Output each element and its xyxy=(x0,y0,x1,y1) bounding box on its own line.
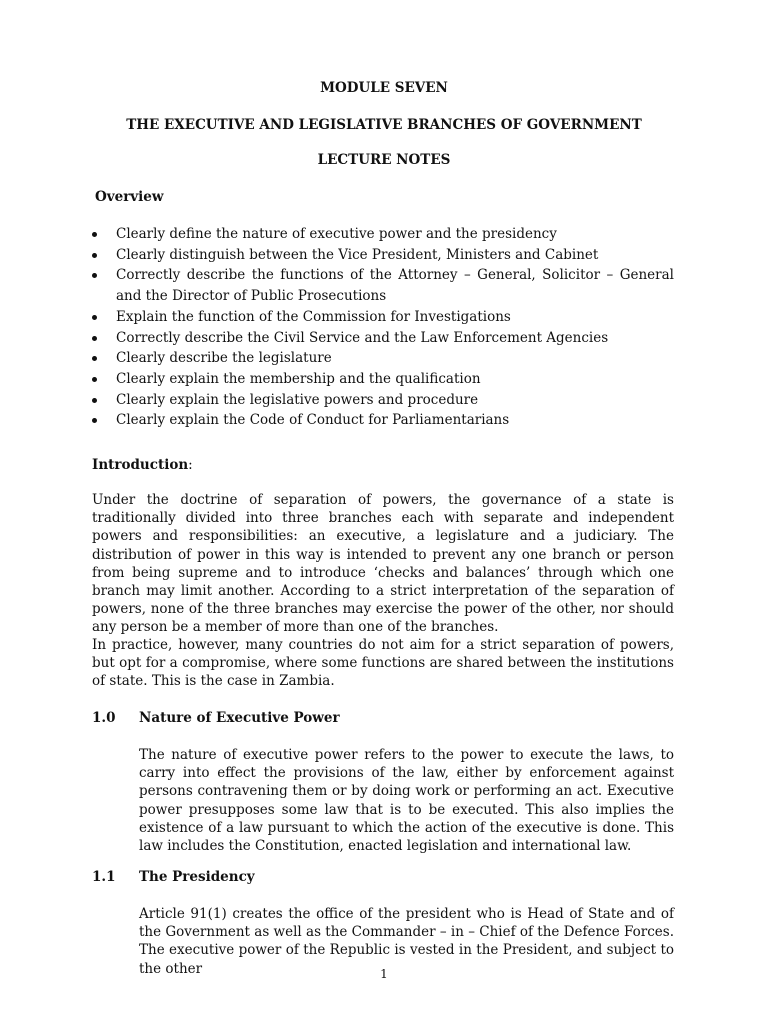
overview-heading: Overview xyxy=(95,189,164,205)
bullet-icon xyxy=(92,273,97,278)
bullet-icon xyxy=(92,232,97,237)
list-item-text: Explain the function of the Commission for Investigations xyxy=(116,308,511,325)
section-number: 1.1 xyxy=(92,869,116,885)
page-number: 1 xyxy=(380,967,388,981)
list-item xyxy=(92,328,674,349)
section-title: Nature of Executive Power xyxy=(139,710,340,726)
list-item-text: Clearly explain the membership and the qualification xyxy=(116,370,481,387)
section-paragraph-1-1: Article 91(1) creates the office of the president who is Head of State and of the Government as well as the Commander – in – Chief of the Defence Forces. The executive power of the Republic is vested in the President, and subject to the other xyxy=(139,906,674,977)
list-item xyxy=(92,390,674,411)
list-item xyxy=(92,348,674,369)
list-item xyxy=(92,410,674,431)
section-heading-1-0 xyxy=(92,710,492,726)
introduction-heading xyxy=(92,457,193,473)
list-item xyxy=(92,307,674,328)
list-item xyxy=(92,265,674,306)
bullet-icon xyxy=(92,336,97,341)
list-item-text: Clearly distinguish between the Vice President, Ministers and Cabinet xyxy=(116,246,599,263)
section-heading-1-1 xyxy=(92,869,492,885)
introduction-paragraph-2: In practice, however, many countries do not aim for a strict separation of powers, but opt for a compromise, where some functions are shared between the institutions of state. This is the case in Zambia. xyxy=(92,637,674,690)
list-item-text: Clearly explain the Code of Conduct for Parliamentarians xyxy=(116,412,510,429)
module-title: MODULE SEVEN xyxy=(320,80,448,96)
list-item-text: Clearly define the nature of executive power and the presidency xyxy=(116,226,557,242)
bullet-icon xyxy=(92,398,97,403)
bullet-icon xyxy=(92,315,97,320)
list-item-text: Clearly explain the legislative powers and procedure xyxy=(116,391,479,408)
list-item-text: Correctly describe the functions of the Attorney – General, Solicitor – General and the Director of Public Prosecutions xyxy=(116,267,674,305)
list-item-text: Correctly describe the Civil Service and the Law Enforcement Agencies xyxy=(116,329,609,346)
introduction-paragraph-1: Under the doctrine of separation of powers, the governance of a state is traditionally divided into three branches each with separate and independent powers and responsibilities: an executive, a legislature and a judiciary. The distribution of power in this way is intended to prevent any one branch or person from being supreme and to introduce ‘checks and balances’ through which one branch may limit another. According to a strict interpretation of the separation of powers, none of the three branches may exercise the power of the other, nor should any person be a member of more than one of the branches. xyxy=(92,492,674,636)
bullet-icon xyxy=(92,377,97,382)
bullet-icon xyxy=(92,253,97,258)
introduction-heading-text: Introduction xyxy=(92,457,189,473)
overview-list xyxy=(92,224,674,431)
list-item xyxy=(92,224,674,245)
list-item xyxy=(92,245,674,266)
subject-title: THE EXECUTIVE AND LEGISLATIVE BRANCHES OF GOVERNMENT xyxy=(126,117,642,133)
section-title: The Presidency xyxy=(139,869,255,885)
introduction-heading-colon: : xyxy=(188,457,193,473)
section-number: 1.0 xyxy=(92,710,116,726)
section-paragraph-1-0: The nature of executive power refers to the power to execute the laws, to carry into effect the provisions of the law, either by enforcement against persons contravening them or by doing work or performing an act. Executive power presupposes some law that is to be executed. This also implies the existence of a law pursuant to which the action of the executive is done. This law includes the Constitution, enacted legislation and international law. xyxy=(139,747,674,855)
list-item xyxy=(92,369,674,390)
list-item-text: Clearly describe the legislature xyxy=(116,350,332,367)
lecture-notes-title: LECTURE NOTES xyxy=(317,152,451,168)
bullet-icon xyxy=(92,356,97,361)
bullet-icon xyxy=(92,418,97,423)
